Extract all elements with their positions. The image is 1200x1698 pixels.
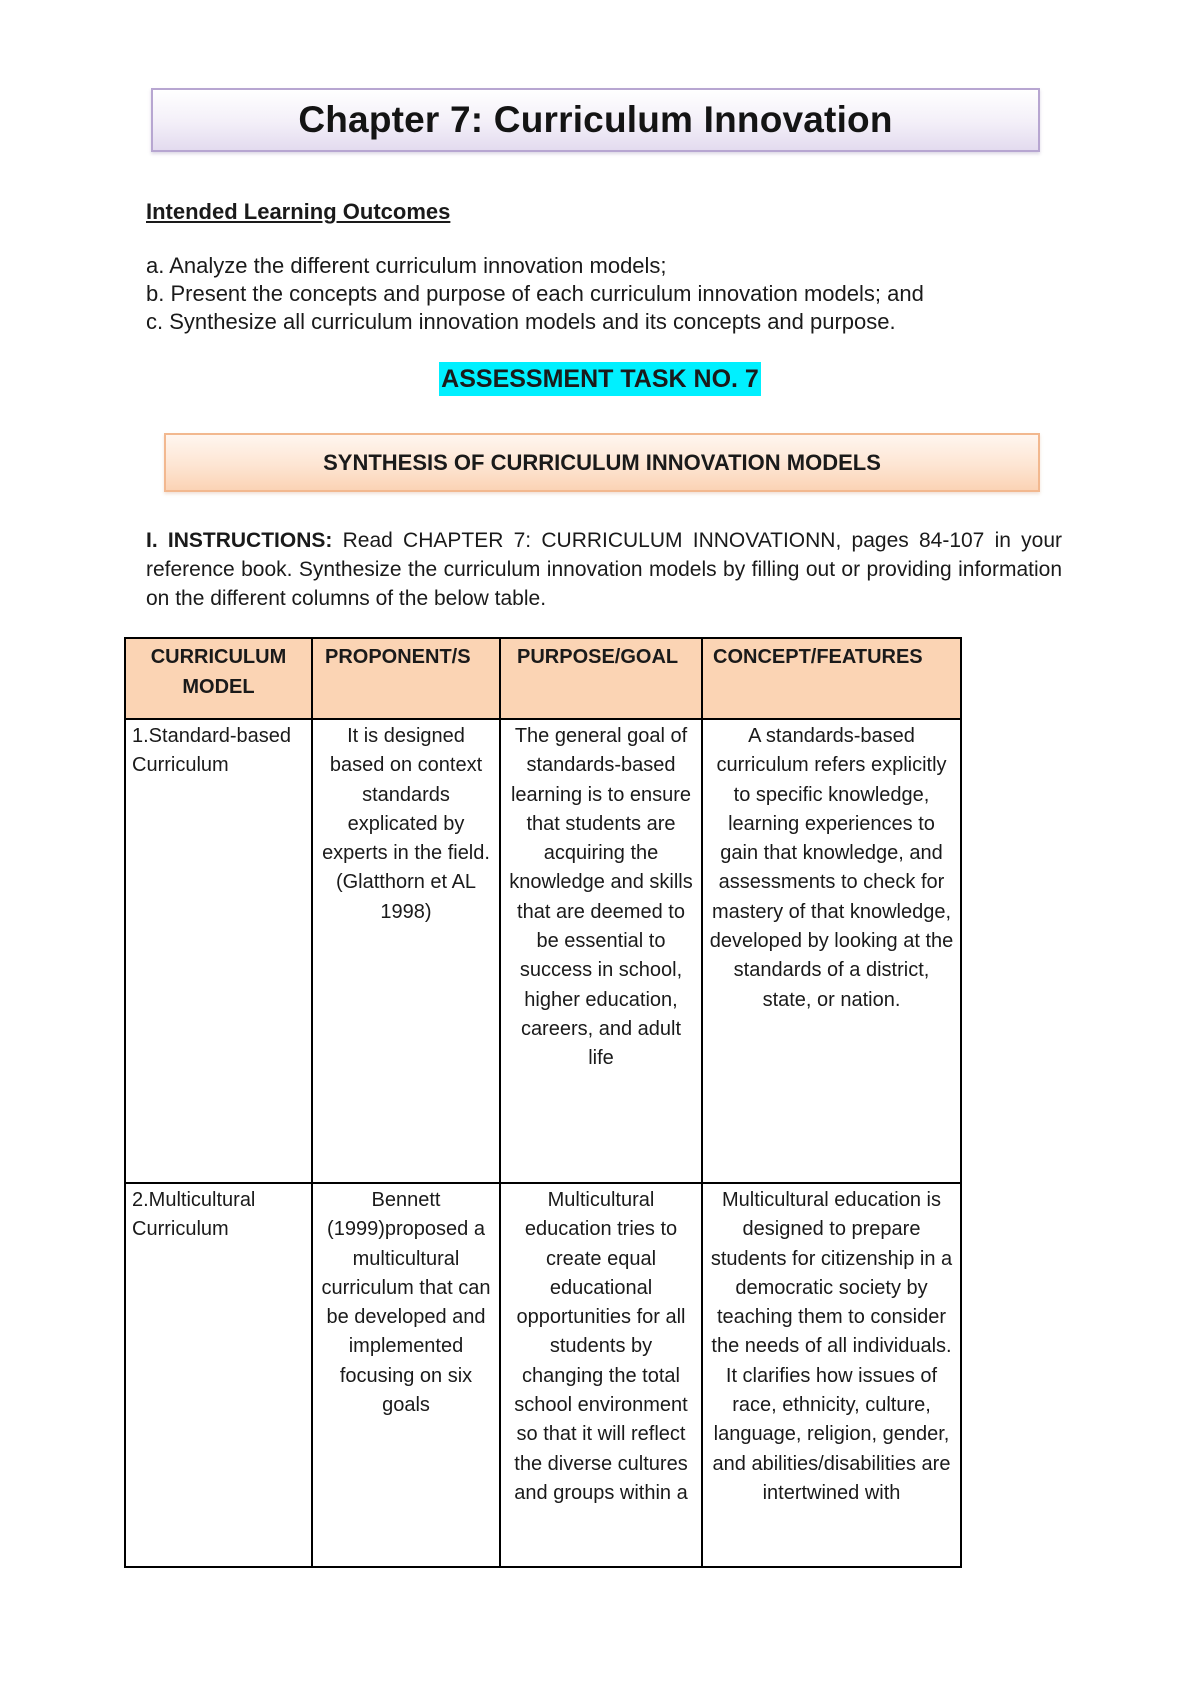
outcome-item: c. Synthesize all curriculum innovation models and its concepts and purpose. — [146, 309, 896, 334]
header-curriculum-model: CURRICULUM MODEL — [125, 638, 312, 719]
cell-model-text: 2.Multicultural Curriculum — [132, 1189, 256, 1241]
header-purpose-goal: PURPOSE/GOAL — [500, 638, 702, 719]
cell-purpose-text: Multicultural education tries to create equal educational opportunities for all students by changing the total school environment so that it will reflect the diverse cultures and groups within a — [514, 1189, 688, 1504]
cell-model — [125, 1183, 312, 1567]
learning-outcomes-list — [146, 252, 924, 336]
cell-proponent — [312, 1183, 500, 1567]
chapter-title: Chapter 7: Curriculum Innovation — [151, 88, 1040, 152]
assessment-title-wrap — [0, 362, 1200, 396]
table-row — [125, 1183, 961, 1567]
cell-purpose — [500, 1183, 702, 1567]
instructions — [146, 526, 1062, 613]
header-proponents: PROPONENT/S — [312, 638, 500, 719]
curriculum-models-table — [124, 637, 962, 1568]
instructions-text: Read CHAPTER 7: CURRICULUM INNOVATIONN, pages 84-107 in your reference book. Synthesize the curriculum innovation models by filling out or providing information on the different columns of the below table. — [146, 529, 1063, 610]
table-header-row — [125, 638, 961, 719]
header-concept-features: CONCEPT/FEATURES — [702, 638, 961, 719]
cell-concept: A standards-based curriculum refers explicitly to specific knowledge, learning experiences to gain that knowledge, and assessments to check for mastery of that knowledge, developed by looking at the standards of a district, state, or nation. — [702, 719, 961, 1183]
assessment-title: ASSESSMENT TASK NO. 7 — [439, 362, 761, 396]
synthesis-title: SYNTHESIS OF CURRICULUM INNOVATION MODELS — [164, 433, 1040, 492]
cell-concept-text: Multicultural education is designed to prepare students for citizenship in a democratic society by teaching them to consider the needs of all individuals. It clarifies how issues of race, ethnicity, culture, language, religion, gender, and abilities/disabilities are intertwined with — [710, 1189, 953, 1504]
outcome-item: a. Analyze the different curriculum innovation models; — [146, 253, 667, 278]
cell-purpose: The general goal of standards-based learning is to ensure that students are acquiring the knowledge and skills that are deemed to be essential to success in school, higher education, careers, and adult life — [500, 719, 702, 1183]
cell-model: 1.Standard-based Curriculum — [125, 719, 312, 1183]
instructions-label: I. INSTRUCTIONS: — [146, 529, 333, 552]
cell-proponent: It is designed based on context standards explicated by experts in the field. (Glatthorn et AL 1998) — [312, 719, 500, 1183]
cell-concept — [702, 1183, 961, 1567]
outcome-item: b. Present the concepts and purpose of each curriculum innovation models; and — [146, 281, 924, 306]
cell-proponent-text: Bennett (1999)proposed a multicultural curriculum that can be developed and implemented focusing on six goals — [321, 1189, 491, 1417]
learning-outcomes-heading: Intended Learning Outcomes — [146, 199, 451, 224]
table-row — [125, 719, 961, 1183]
